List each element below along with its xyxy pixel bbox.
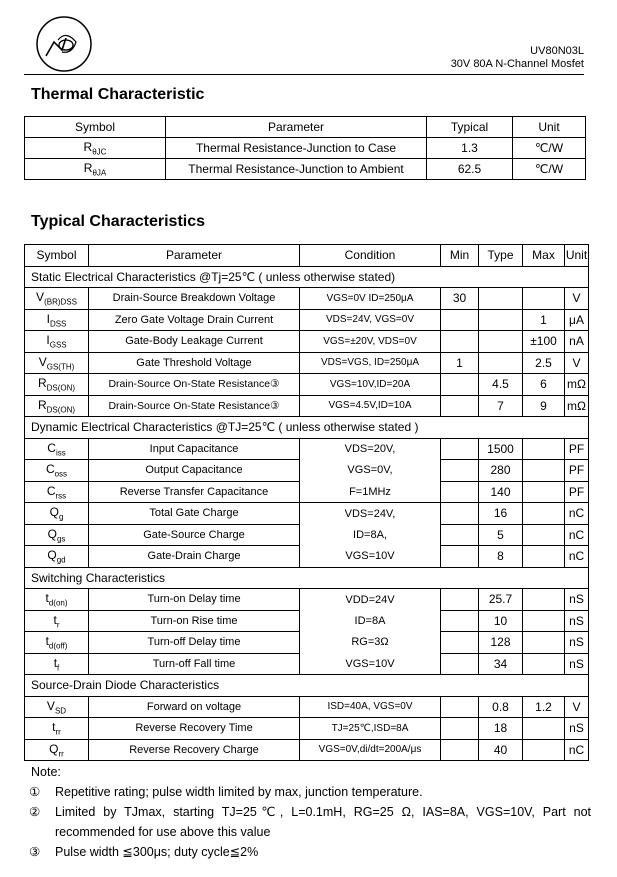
- condition-cell: ISD=40A, VGS=0V: [300, 696, 441, 718]
- symbol-cell: $t_{d(on)}$: [25, 589, 89, 611]
- condition-cell: F=1MHz: [300, 481, 441, 503]
- min-cell: 30: [441, 288, 479, 310]
- unit-cell: ℃/W: [513, 138, 586, 159]
- max-cell: [523, 438, 565, 460]
- col-condition: Condition: [300, 245, 441, 267]
- symbol-cell: $C_{iss}$: [25, 438, 89, 460]
- col-parameter: Parameter: [166, 117, 427, 138]
- min-cell: [441, 438, 479, 460]
- unit-cell: nS: [565, 718, 589, 740]
- symbol-cell: $t_{d(off)}$: [25, 632, 89, 654]
- parameter-cell: Thermal Resistance-Junction to Ambient: [166, 159, 427, 180]
- typ-cell: 7: [479, 395, 523, 417]
- typ-cell: 1500: [479, 438, 523, 460]
- note-mark: ①: [29, 785, 41, 799]
- section-header-diode: Source-Drain Diode Characteristics: [25, 675, 589, 697]
- thermal-table: [24, 116, 586, 180]
- condition-cell: VGS=10V: [300, 546, 441, 568]
- max-cell: [523, 481, 565, 503]
- parameter-cell: Forward on voltage: [89, 696, 300, 718]
- table-row: [25, 632, 589, 654]
- parameter-cell: Input Capacitance: [89, 438, 300, 460]
- symbol-cell: $R_{\theta JC}$: [25, 138, 166, 159]
- symbol-cell: $Q_g$: [25, 503, 89, 525]
- unit-cell: nS: [565, 632, 589, 654]
- max-cell: ±100: [523, 331, 565, 353]
- parameter-cell: Drain-Source On-State Resistance③: [89, 395, 300, 417]
- col-parameter: Parameter: [89, 245, 300, 267]
- table-row: [25, 739, 589, 761]
- parameter-cell: Gate-Drain Charge: [89, 546, 300, 568]
- typ-cell: 0.8: [479, 696, 523, 718]
- condition-cell: TJ=25℃,ISD=8A: [300, 718, 441, 740]
- symbol-cell: $Q_{gs}$: [25, 524, 89, 546]
- unit-cell: nC: [565, 503, 589, 525]
- symbol-cell: $C_{oss}$: [25, 460, 89, 482]
- unit-cell: nC: [565, 546, 589, 568]
- typ-cell: 34: [479, 653, 523, 675]
- note-text: Pulse width ≦300μs; duty cycle≦2%: [55, 845, 259, 859]
- note-item: [31, 802, 591, 842]
- unit-cell: V: [565, 352, 589, 374]
- typ-cell: [479, 352, 523, 374]
- note-mark: ③: [29, 845, 41, 859]
- min-cell: [441, 481, 479, 503]
- unit-cell: PF: [565, 460, 589, 482]
- header-divider: [24, 74, 584, 75]
- table-row: [25, 309, 589, 331]
- min-cell: [441, 589, 479, 611]
- unit-cell: nS: [565, 589, 589, 611]
- max-cell: [523, 718, 565, 740]
- min-cell: [441, 739, 479, 761]
- parameter-cell: Thermal Resistance-Junction to Case: [166, 138, 427, 159]
- note-item: [31, 842, 591, 862]
- parameter-cell: Turn-off Delay time: [89, 632, 300, 654]
- typ-cell: 4.5: [479, 374, 523, 396]
- note-text: Limited by TJmax, starting TJ=25℃, L=0.1mH, RG=25 Ω, IAS=8A, VGS=10V, Part not: [55, 805, 591, 819]
- unit-cell: nS: [565, 653, 589, 675]
- table-row: [25, 610, 589, 632]
- parameter-cell: Reverse Recovery Charge: [89, 739, 300, 761]
- col-type: Type: [479, 245, 523, 267]
- symbol-cell: $R_{DS(ON)}$: [25, 395, 89, 417]
- parameter-cell: Drain-Source Breakdown Voltage: [89, 288, 300, 310]
- max-cell: [523, 503, 565, 525]
- max-cell: [523, 288, 565, 310]
- max-cell: [523, 653, 565, 675]
- min-cell: [441, 309, 479, 331]
- unit-cell: ℃/W: [513, 159, 586, 180]
- condition-cell: VGS=0V ID=250μA: [300, 288, 441, 310]
- parameter-cell: Reverse Recovery Time: [89, 718, 300, 740]
- symbol-cell: $t_r$: [25, 610, 89, 632]
- condition-cell: ID=8A,: [300, 524, 441, 546]
- parameter-cell: Output Capacitance: [89, 460, 300, 482]
- notes-section: [31, 762, 591, 862]
- parameter-cell: Total Gate Charge: [89, 503, 300, 525]
- typical-cell: 1.3: [427, 138, 513, 159]
- max-cell: [523, 524, 565, 546]
- condition-cell: VGS=4.5V,ID=10A: [300, 395, 441, 417]
- unit-cell: mΩ: [565, 374, 589, 396]
- part-description: 30V 80A N-Channel Mosfet: [450, 58, 584, 70]
- part-number: UV80N03L: [530, 45, 584, 57]
- note-item: [31, 782, 591, 802]
- col-symbol: Symbol: [25, 245, 89, 267]
- parameter-cell: Reverse Transfer Capacitance: [89, 481, 300, 503]
- note-text-continued: recommended for use above this value: [55, 825, 271, 839]
- table-row: [25, 460, 589, 482]
- typ-cell: 25.7: [479, 589, 523, 611]
- condition-cell: VGS=±20V, VDS=0V: [300, 331, 441, 353]
- condition-cell: VGS=0V,: [300, 460, 441, 482]
- min-cell: [441, 503, 479, 525]
- typ-cell: 10: [479, 610, 523, 632]
- max-cell: [523, 632, 565, 654]
- col-min: Min: [441, 245, 479, 267]
- parameter-cell: Gate-Source Charge: [89, 524, 300, 546]
- col-typical: Typical: [427, 117, 513, 138]
- max-cell: 1.2: [523, 696, 565, 718]
- table-row: [25, 481, 589, 503]
- table-header-row: [25, 245, 589, 267]
- min-cell: [441, 374, 479, 396]
- symbol-cell: $Q_{gd}$: [25, 546, 89, 568]
- parameter-cell: Gate-Body Leakage Current: [89, 331, 300, 353]
- max-cell: [523, 546, 565, 568]
- col-unit: Unit: [565, 245, 589, 267]
- max-cell: 6: [523, 374, 565, 396]
- symbol-cell: $t_{rr}$: [25, 718, 89, 740]
- symbol-cell: $C_{rss}$: [25, 481, 89, 503]
- thermal-title: Thermal Characteristic: [31, 86, 205, 103]
- typ-cell: 18: [479, 718, 523, 740]
- col-max: Max: [523, 245, 565, 267]
- symbol-cell: $I_{DSS}$: [25, 309, 89, 331]
- condition-cell: VGS=10V: [300, 653, 441, 675]
- typ-cell: [479, 309, 523, 331]
- min-cell: [441, 460, 479, 482]
- typ-cell: 128: [479, 632, 523, 654]
- section-header-static: Static Electrical Characteristics @Tj=25℃ ( unless otherwise stated): [25, 266, 589, 288]
- typ-cell: 280: [479, 460, 523, 482]
- max-cell: [523, 460, 565, 482]
- condition-cell: RG=3Ω: [300, 632, 441, 654]
- typ-cell: 5: [479, 524, 523, 546]
- condition-cell: VDS=VGS, ID=250μA: [300, 352, 441, 374]
- characteristics-table: [24, 244, 589, 761]
- unit-cell: PF: [565, 481, 589, 503]
- unit-cell: V: [565, 696, 589, 718]
- condition-cell: VDS=20V,: [300, 438, 441, 460]
- unit-cell: μA: [565, 309, 589, 331]
- symbol-cell: $R_{\theta JA}$: [25, 159, 166, 180]
- table-header-row: [25, 117, 586, 138]
- unit-cell: PF: [565, 438, 589, 460]
- min-cell: [441, 610, 479, 632]
- table-row: [25, 159, 586, 180]
- company-logo: [32, 14, 96, 74]
- typ-cell: 140: [479, 481, 523, 503]
- table-row: [25, 524, 589, 546]
- max-cell: [523, 739, 565, 761]
- table-row: [25, 718, 589, 740]
- condition-cell: VGS=0V,di/dt=200A/μs: [300, 739, 441, 761]
- max-cell: 1: [523, 309, 565, 331]
- typical-title: Typical Characteristics: [31, 213, 206, 230]
- symbol-cell: $V_{GS(TH)}$: [25, 352, 89, 374]
- min-cell: [441, 632, 479, 654]
- max-cell: [523, 589, 565, 611]
- section-header-dynamic: Dynamic Electrical Characteristics @TJ=25℃ ( unless otherwise stated ): [25, 417, 589, 439]
- table-row: [25, 288, 589, 310]
- col-symbol: Symbol: [25, 117, 166, 138]
- max-cell: [523, 610, 565, 632]
- condition-cell: ID=8A: [300, 610, 441, 632]
- min-cell: [441, 331, 479, 353]
- typ-cell: [479, 331, 523, 353]
- section-header-switching: Switching Characteristics: [25, 567, 589, 589]
- min-cell: [441, 696, 479, 718]
- min-cell: [441, 718, 479, 740]
- col-unit: Unit: [513, 117, 586, 138]
- condition-cell: VDS=24V, VGS=0V: [300, 309, 441, 331]
- table-row: [25, 503, 589, 525]
- unit-cell: nC: [565, 524, 589, 546]
- table-row: [25, 546, 589, 568]
- parameter-cell: Turn-off Fall time: [89, 653, 300, 675]
- min-cell: [441, 546, 479, 568]
- symbol-cell: $R_{DS(ON)}$: [25, 374, 89, 396]
- table-row: [25, 331, 589, 353]
- parameter-cell: Turn-on Delay time: [89, 589, 300, 611]
- table-row: [25, 696, 589, 718]
- typ-cell: 8: [479, 546, 523, 568]
- min-cell: [441, 524, 479, 546]
- min-cell: [441, 653, 479, 675]
- table-row: [25, 438, 589, 460]
- typ-cell: 16: [479, 503, 523, 525]
- min-cell: 1: [441, 352, 479, 374]
- parameter-cell: Turn-on Rise time: [89, 610, 300, 632]
- condition-cell: VDS=24V,: [300, 503, 441, 525]
- parameter-cell: Gate Threshold Voltage: [89, 352, 300, 374]
- typical-cell: 62.5: [427, 159, 513, 180]
- parameter-cell: Zero Gate Voltage Drain Current: [89, 309, 300, 331]
- table-row: [25, 395, 589, 417]
- symbol-cell: $V_{SD}$: [25, 696, 89, 718]
- unit-cell: mΩ: [565, 395, 589, 417]
- typ-cell: [479, 288, 523, 310]
- symbol-cell: $Q_{rr}$: [25, 739, 89, 761]
- unit-cell: V: [565, 288, 589, 310]
- condition-cell: VGS=10V,ID=20A: [300, 374, 441, 396]
- table-row: [25, 589, 589, 611]
- note-text: Repetitive rating; pulse width limited by max, junction temperature.: [55, 785, 423, 799]
- note-mark: ②: [29, 805, 41, 819]
- symbol-cell: $t_f$: [25, 653, 89, 675]
- symbol-cell: $I_{GSS}$: [25, 331, 89, 353]
- table-row: [25, 138, 586, 159]
- max-cell: 2.5: [523, 352, 565, 374]
- symbol-cell: $V_{(BR)DSS}$: [25, 288, 89, 310]
- unit-cell: nA: [565, 331, 589, 353]
- table-row: [25, 653, 589, 675]
- unit-cell: nS: [565, 610, 589, 632]
- notes-title: Note:: [31, 765, 61, 779]
- parameter-cell: Drain-Source On-State Resistance③: [89, 374, 300, 396]
- unit-cell: nC: [565, 739, 589, 761]
- table-row: [25, 374, 589, 396]
- condition-cell: VDD=24V: [300, 589, 441, 611]
- table-row: [25, 352, 589, 374]
- typ-cell: 40: [479, 739, 523, 761]
- min-cell: [441, 395, 479, 417]
- max-cell: 9: [523, 395, 565, 417]
